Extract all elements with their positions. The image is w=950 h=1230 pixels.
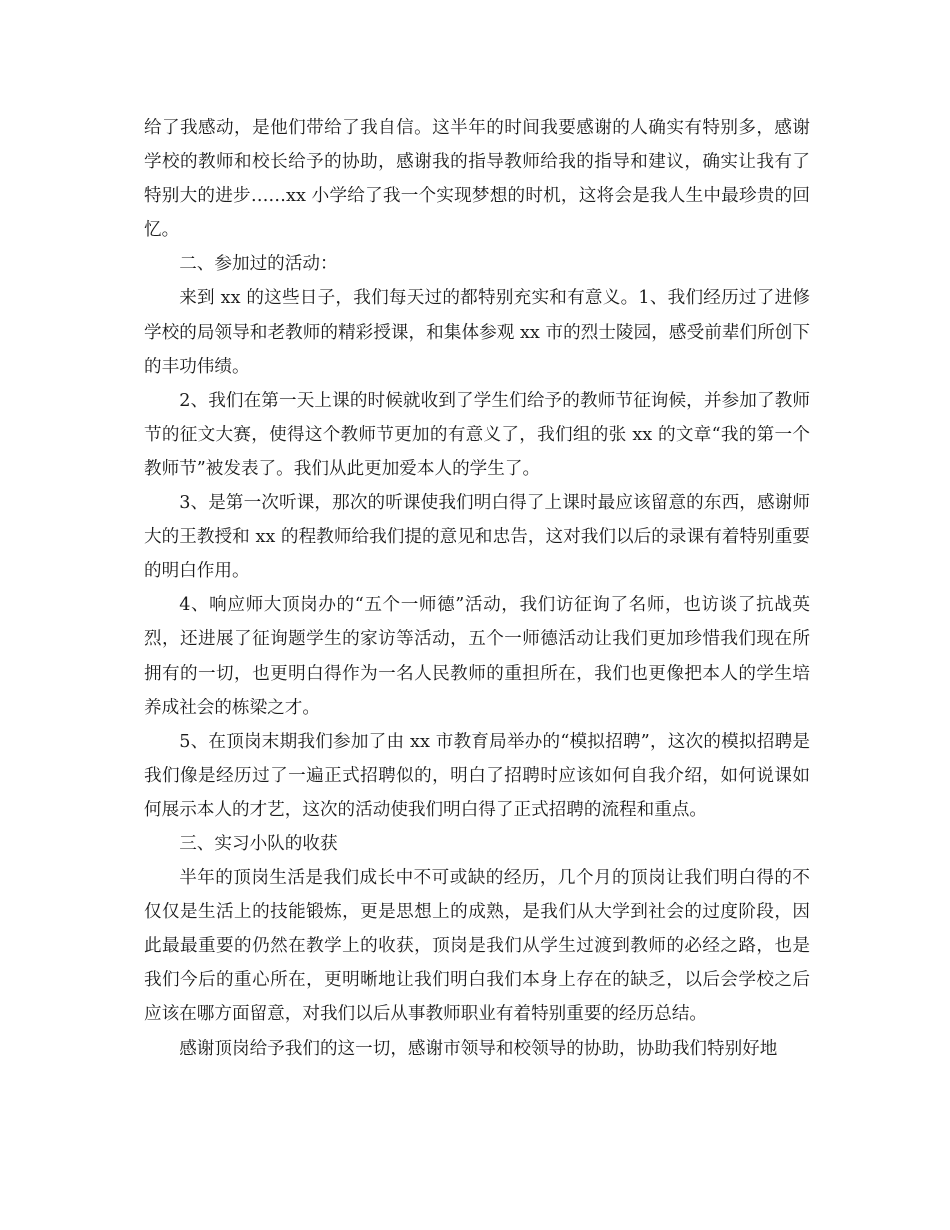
- paragraph-activity-4: 4、响应师大顶岗办的“五个一师德”活动，我们访征询了名师，也访谈了抗战英烈，还进展了征询题学生的家访等活动，五个一师德活动让我们更加珍惜我们现在所拥有的一切，也更明白得作为一名人民教师的重担所在，我们也更像把本人的学生培养成社会的栋梁之才。: [144, 595, 810, 718]
- paragraph-continuation: 给了我感动，是他们带给了我自信。这半年的时间我要感谢的人确实有特别多，感谢学校的教师和校长给予的协助，感谢我的指导教师给我的指导和建议，确实让我有了特别大的进步……xx 小学给了我一个实现梦想的时机，这将会是我人生中最珍贵的回忆。: [144, 118, 810, 241]
- paragraph-thanks: 感谢顶岗给予我们的这一切，感谢市领导和校领导的协助，协助我们特别好地: [179, 1038, 778, 1059]
- paragraph-activity-3: 3、是第一次听课，那次的听课使我们明白得了上课时最应该留意的东西，感谢师大的王教授和 xx 的程教师给我们提的意见和忠告，这对我们以后的录课有着特别重要的明白作用。: [144, 493, 810, 582]
- paragraph-activity-1: 来到 xx 的这些日子，我们每天过的都特别充实和有意义。1、我们经历过了进修学校的局领导和老教师的精彩授课，和集体参观 xx 市的烈士陵园，感受前辈们所创下的丰功伟绩。: [144, 288, 810, 377]
- paragraph-activity-2: 2、我们在第一天上课的时候就收到了学生们给予的教师节征询候，并参加了教师节的征文大赛，使得这个教师节更加的有意义了，我们组的张 xx 的文章“我的第一个教师节”被发表了。我们从此更加爱本人的学生了。: [144, 390, 810, 479]
- document-page: [144, 111, 810, 1066]
- section-heading-gains: 三、实习小队的收获: [179, 833, 338, 854]
- paragraph-activity-5: 5、在顶岗末期我们参加了由 xx 市教育局举办的“模拟招聘”，这次的模拟招聘是我们像是经历过了一遍正式招聘似的，明白了招聘时应该如何自我介绍，如何说课如何展示本人的才艺，这次的活动使我们明白得了正式招聘的流程和重点。: [144, 731, 810, 820]
- section-heading-activities: 二、参加过的活动：: [179, 254, 338, 275]
- paragraph-gains: 半年的顶岗生活是我们成长中不可或缺的经历，几个月的顶岗让我们明白得的不仅仅是生活上的技能锻炼，更是思想上的成熟，是我们从大学到社会的过度阶段，因此最最重要的仍然在教学上的收获，顶岗是我们从学生过渡到教师的必经之路，也是我们今后的重心所在，更明晰地让我们明白我们本身上存在的缺乏，以后会学校之后应该在哪方面留意，对我们以后从事教师职业有着特别重要的经历总结。: [144, 868, 810, 1025]
